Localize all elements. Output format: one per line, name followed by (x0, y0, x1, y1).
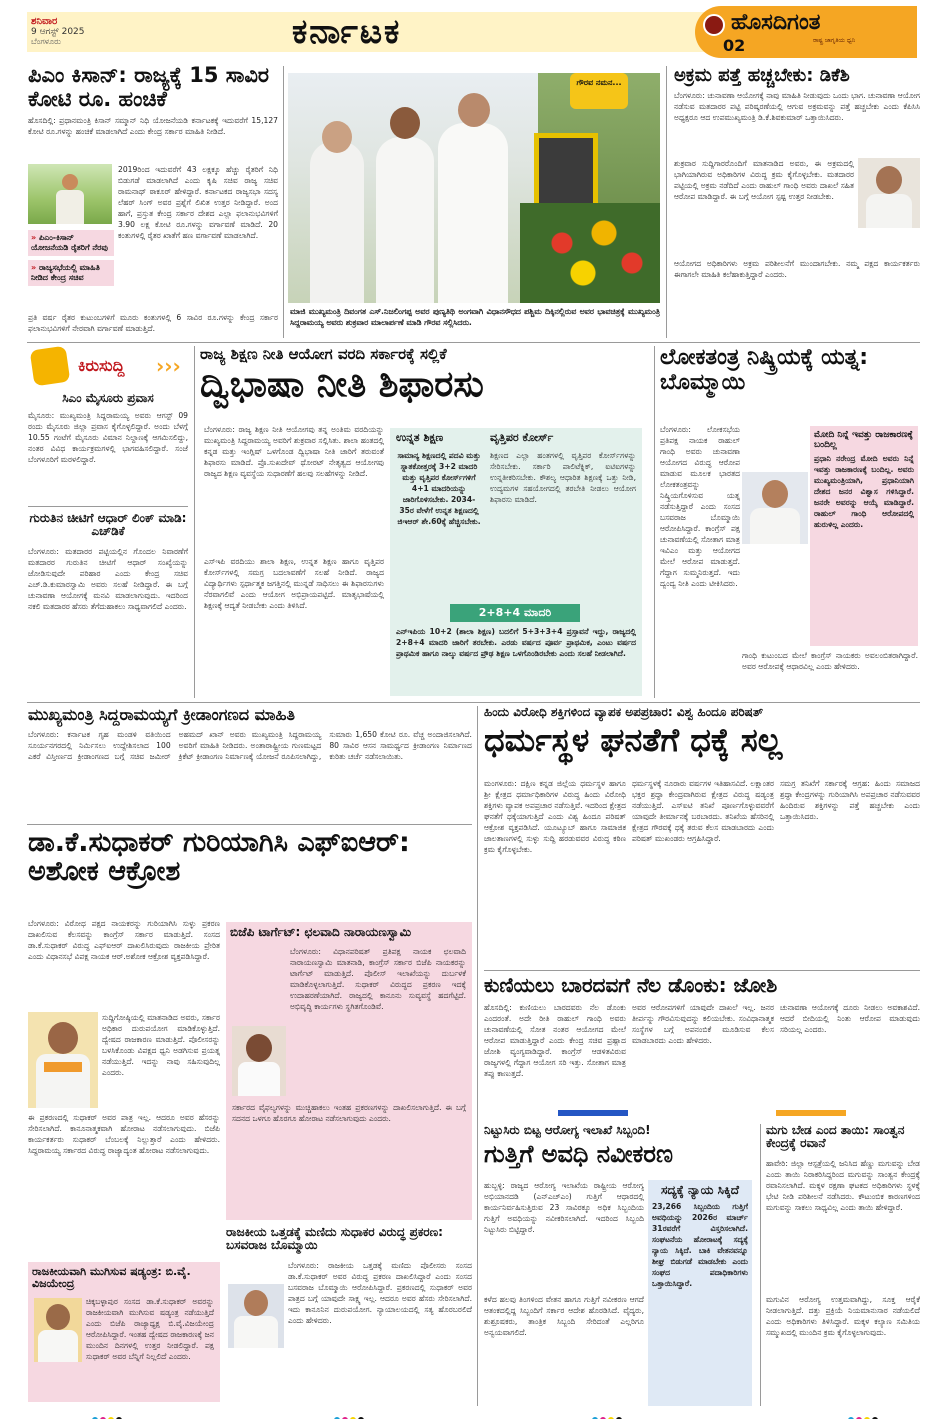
photo-caption: ಮಾಜಿ ಮುಖ್ಯಮಂತ್ರಿ ದಿವಂಗತ ಎಸ್.ನಿಜಲಿಂಗಪ್ಪ ಅವರ ಪುಣ್ಯತಿಥಿ ಅಂಗವಾಗಿ ವಿಧಾನಸೌಧದ ಪಶ್ಚಿಮ ದಿಕ್ಕಿನಲ್ಲಿರುವ ಅವರ ಭಾವಚಿತ್ರಕ್ಕೆ ಮುಖ್ಯಮಂತ್ರಿ ಸಿದ್ದರಾಮಯ್ಯ ಅವರು ಶುಕ್ರವಾರ ಮಾಲಾರ್ಪಣೆ ಮಾಡಿ ಗೌರವ ಸಲ್ಲಿಸಿದರು. (290, 307, 660, 328)
divider-orange (776, 1110, 846, 1116)
logo-text: ಕಿರುಸುದ್ದಿ (78, 356, 125, 375)
body-main: ಹಾವೇರಿ: ಜಿಲ್ಲಾ ಆಸ್ಪತ್ರೆಯಲ್ಲಿ ಜನಿಸಿದ ಹೆಣ್ಣು ಮಗುವನ್ನು ಬೇಡ ಎಂದು ತಾಯಿ ನಿರಾಕರಿಸಿದ್ದರಿಂದ ಮಗುವನ್ನು ಸಾಂತ್ವನ ಕೇಂದ್ರಕ್ಕೆ ರವಾನಿಸಲಾಗಿದೆ. ಮಕ್ಕಳ ರಕ್ಷಣಾ ಘಟಕದ ಅಧಿಕಾರಿಗಳು ಸ್ಥಳಕ್ಕೆ ಭೇಟಿ ನೀಡಿ ಪರಿಶೀಲನೆ ನಡೆಸಿದರು. ಕೌಟುಂಬಿಕ ಕಾರಣಗಳಿಂದ ಮಗುವನ್ನು ಸಾಕಲು ಸಾಧ್ಯವಿಲ್ಲ ಎಂದು ತಾಯಿ ಹೇಳಿದ್ದಾರೆ. (766, 1159, 920, 1212)
box-body: ಬೆಂಗಳೂರು: ವಿಧಾನಪರಿಷತ್ ಪ್ರತಿಪಕ್ಷ ನಾಯಕ ಛಲವಾದಿ ನಾರಾಯಣಸ್ವಾಮಿ ಮಾತನಾಡಿ, ಕಾಂಗ್ರೆಸ್ ಸರ್ಕಾರ ಬಿಜೆಪಿ ನಾಯಕರನ್ನು ಟಾರ್ಗೆಟ್ ಮಾಡುತ್ತಿದೆ. ಪೊಲೀಸ್ ಇಲಾಖೆಯನ್ನು ದುರ್ಬಳಕೆ ಮಾಡಿಕೊಳ್ಳಲಾಗುತ್ತಿದೆ. ಸುಧಾಕರ್ ವಿರುದ್ಧದ ಪ್ರಕರಣ ಇದಕ್ಕೆ ಉದಾಹರಣೆಯಾಗಿದೆ. ರಾಜ್ಯದಲ್ಲಿ ಕಾನೂನು ಸುವ್ಯವಸ್ಥೆ ಹದಗೆಟ್ಟಿದೆ. ಅಭಿವೃದ್ಧಿ ಕಾರ್ಯಗಳು ಸ್ಥಗಿತಗೊಂಡಿವೆ. (290, 947, 466, 1011)
person-3 (438, 123, 508, 303)
ribbon-text: ಎನ್‌ಇಪಿಯ 10+2 (ಶಾಲಾ ಶಿಕ್ಷಣ) ಬದಲಿಗೆ 5+3+3+4 ಪ್ರಸ್ತಾವನೆ ಇದ್ದು, ರಾಜ್ಯದಲ್ಲಿ 2+8+4 ಮಾದರಿ ಜಾರಿಗೆ ತರಬೇಕು. ಎರಡು ವರ್ಷದ ಪೂರ್ವ ಪ್ರಾಥಮಿಕ, ಎಂಟು ವರ್ಷದ ಪ್ರಾಥಮಿಕ ಹಾಗೂ ನಾಲ್ಕು ವರ್ಷದ ಪ್ರೌಢ ಶಿಕ್ಷಣ ಒಳಗೊಂಡಿರಬೇಕು ಎಂದು ಸಲಹೆ ನೀಡಲಾಗಿದೆ. (396, 627, 636, 658)
registration-dots (848, 1408, 908, 1419)
article-dharmasthala (484, 706, 920, 968)
body-col-1: ಹೊಸದಿಲ್ಲಿ: ಕುಣಿಯಲು ಬಾರದವರು ನೆಲ ಡೊಂಕು ಎಂದರಂತೆ. ಅದೇ ರೀತಿ ರಾಹುಲ್ ಗಾಂಧಿ ಅವರು ಚುನಾವಣೆಯಲ್ಲಿ ಸೋತ ನಂತರ ಆಯೋಗದ ಮೇಲೆ ಆರೋಪ ಮಾಡುತ್ತಿದ್ದಾರೆ ಎಂದು ಕೇಂದ್ರ ಸಚಿವ ಪ್ರಹ್ಲಾದ ಜೋಶಿ ವ್ಯಂಗ್ಯವಾಡಿದ್ದಾರೆ. ಕಾಂಗ್ರೆಸ್ ಆಡಳಿತವಿರುವ ರಾಜ್ಯಗಳಲ್ಲಿ ಗೆದ್ದಾಗ ಆಯೋಗ ಸರಿ ಇತ್ತು. ಸೋತಾಗ ಮಾತ್ರ ತಪ್ಪು ಕಾಣುತ್ತದೆ. (484, 1003, 626, 1078)
article-ashoka-fir (28, 828, 472, 890)
brief-title: ಗುರುತಿನ ಚೀಟಿಗೆ ಆಧಾರ್ ಲಿಂಕ್ ಮಾಡಿ: ಎಚ್‌ಡಿಕೆ (29, 511, 187, 539)
body-col-2: ಧರ್ಮಸ್ಥಳಕ್ಕೆ ನೂರಾರು ವರ್ಷಗಳ ಇತಿಹಾಸವಿದೆ. ಲಕ್ಷಾಂತರ ಭಕ್ತರ ಶ್ರದ್ಧಾ ಕೇಂದ್ರವಾಗಿರುವ ಕ್ಷೇತ್ರದ ವಿರುದ್ಧ ಷಡ್ಯಂತ್ರ ನಡೆಯುತ್ತಿದೆ. ಎಸ್‌ಐಟಿ ತನಿಖೆ ಪೂರ್ಣಗೊಳ್ಳುವವರೆಗೆ ಯಾವುದೇ ತೀರ್ಮಾನಕ್ಕೆ ಬರಬಾರದು. ತನಿಖೆಯ ಹೆಸರಿನಲ್ಲಿ ಕ್ಷೇತ್ರದ ಗೌರವಕ್ಕೆ ಧಕ್ಕೆ ತರುವ ಕೆಲಸ ಮಾಡಬಾರದು ಎಂದು ಪರಿಷತ್ ಮುಖಂಡರು ಆಗ್ರಹಿಸಿದ್ದಾರೆ. (632, 779, 774, 843)
headline: ಪಿಎಂ ಕಿಸಾನ್: ರಾಜ್ಯಕ್ಕೆ 15 ಸಾವಿರ ಕೋಟಿ ರೂ. ಹಂಚಿಕೆ (28, 63, 270, 111)
box-title: ಉನ್ನತ ಶಿಕ್ಷಣ (396, 431, 444, 444)
bommai-photo (742, 472, 808, 544)
headline: ಮಗು ಬೇಡ ಎಂದ ತಾಯಿ: ಸಾಂತ್ವನ ಕೇಂದ್ರಕ್ಕೆ ರವಾನೆ (766, 1123, 905, 1151)
body-main: 2019ರಿಂದ ಇದುವರೆಗೆ 43 ಲಕ್ಷಕ್ಕೂ ಹೆಚ್ಚು ರೈತರಿಗೆ ನಿಧಿ ಬಿಡುಗಡೆ ಮಾಡಲಾಗಿದೆ ಎಂದು ಕೃಷಿ ಸಚಿವ ರಾಜ್ಯ ಸಚಿವ ರಾಮನಾಥ್ ಠಾಕೂರ್ ಹೇಳಿದ್ದಾರೆ. ಕರ್ನಾಟಕದ ರಾಜ್ಯಸಭಾ ಸದಸ್ಯ ಲೆಹರ್ ಸಿಂಗ್ ಅವರ ಪ್ರಶ್ನೆಗೆ ಲಿಖಿತ ಉತ್ತರ ನೀಡಿದ್ದಾರೆ. ಅಂದ ಹಾಗೆ, ಪ್ರಸ್ತುತ ಕೇಂದ್ರ ಸರ್ಕಾರ ದೇಶದ ಎಲ್ಲಾ ಫಲಾನುಭವಿಗಳಿಗೆ 3.90 ಲಕ್ಷ ಕೋಟಿ ರೂ.ಗಳನ್ನು ವರ್ಗಾವಣೆ ಮಾಡಿದೆ. 20 ಕಂತುಗಳಲ್ಲಿ ರೈತರ ಖಾತೆಗೆ ಹಣ ವರ್ಗಾವಣೆ ಮಾಡಲಾಗಿದೆ. (118, 165, 278, 240)
farmer-photo (28, 164, 112, 224)
box-body: 23,266 ಸಿಬ್ಬಂದಿಯ ಗುತ್ತಿಗೆ ಅವಧಿಯನ್ನು 2026ರ ಮಾರ್ಚ್ 31ರವರೆಗೆ ವಿಸ್ತರಿಸಲಾಗಿದೆ. ಸಂಘಟನೆಯ ಹೋರಾಟಕ್ಕೆ ಸದ್ಯಕ್ಕೆ ನ್ಯಾಯ ಸಿಕ್ಕಿದೆ. ಬಾಕಿ ವೇತನವನ್ನೂ ಶೀಘ್ರ ಬಿಡುಗಡೆ ಮಾಡಬೇಕು ಎಂದು ಸಂಘದ ಪದಾಧಿಕಾರಿಗಳು ಒತ್ತಾಯಿಸಿದ್ದಾರೆ. (652, 1202, 748, 1289)
box-title: ಮೋದಿ ನಿನ್ನೆ ಇವತ್ತು ರಾಜಕಾರಣಕ್ಕೆ ಬಂದಿಲ್ಲ (814, 430, 913, 451)
headline: ಗುತ್ತಿಗೆ ಅವಧಿ ನವೀಕರಣ (484, 1140, 674, 1169)
side-point: » ರಾಜ್ಯಸಭೆಯಲ್ಲಿ ಮಾಹಿತಿ ನೀಡಿದ ಕೇಂದ್ರ ಸಚಿವ (28, 260, 114, 286)
person-2 (376, 137, 434, 303)
article-education-policy (200, 346, 648, 698)
headline: ಧರ್ಮಸ್ಥಳ ಘನತೆಗೆ ಧಕ್ಕೆ ಸಲ್ಲ (484, 721, 783, 760)
article-joshi (484, 974, 920, 1104)
brand-logo (695, 6, 917, 58)
body-col-2: ಅವರ ಆರೋಪಗಳಿಗೆ ಯಾವುದೇ ದಾಖಲೆ ಇಲ್ಲ. ಜನರ ತೀರ್ಪನ್ನು ಗೌರವಿಸುವುದನ್ನು ಕಲಿಯಬೇಕು. ಸಂವಿಧಾನಾತ್ಮಕ ಸಂಸ್ಥೆಗಳ ಬಗ್ಗೆ ಅಪನಂಬಿಕೆ ಮೂಡಿಸುವ ಕೆಲಸ ಮಾಡಬಾರದು ಎಂದು ಹೇಳಿದರು. (632, 1003, 774, 1045)
divider-blue (558, 1110, 628, 1116)
ashoka-body-main: ಸುದ್ದಿಗೋಷ್ಠಿಯಲ್ಲಿ ಮಾತನಾಡಿದ ಅವರು, ಸರ್ಕಾರ ಅಧಿಕಾರ ದುರುಪಯೋಗ ಮಾಡಿಕೊಳ್ಳುತ್ತಿದೆ. ದ್ವೇಷದ ರಾಜಕಾರಣ ಮಾಡುತ್ತಿದೆ. ಪೊಲೀಸರನ್ನು ಬಳಸಿಕೊಂಡು ವಿಪಕ್ಷದ ಧ್ವನಿ ಅಡಗಿಸುವ ಪ್ರಯತ್ನ ನಡೆಯುತ್ತಿದೆ. ಇದನ್ನು ನಾವು ಸಹಿಸುವುದಿಲ್ಲ ಎಂದರು. (102, 1013, 220, 1077)
body-col-1: ಮಂಗಳೂರು: ದಕ್ಷಿಣ ಕನ್ನಡ ಜಿಲ್ಲೆಯ ಧರ್ಮಸ್ಥಳ ಹಾಗೂ ಶ್ರೀ ಕ್ಷೇತ್ರದ ಧರ್ಮಾಧಿಕಾರಿಗಳ ವಿರುದ್ಧ ಹಿಂದು ವಿರೋಧಿ ಶಕ್ತಿಗಳು ವ್ಯಾಪಕ ಅಪಪ್ರಚಾರ ನಡೆಸುತ್ತಿವೆ. ಇದರಿಂದ ಕ್ಷೇತ್ರದ ಘನತೆಗೆ ಧಕ್ಕೆಯಾಗುತ್ತಿದೆ ಎಂದು ವಿಶ್ವ ಹಿಂದೂ ಪರಿಷತ್ ಆಕ್ರೋಶ ವ್ಯಕ್ತಪಡಿಸಿದೆ. ಯೂಟ್ಯೂಬ್ ಹಾಗೂ ಸಾಮಾಜಿಕ ಜಾಲತಾಣಗಳಲ್ಲಿ ಸುಳ್ಳು ಸುದ್ದಿ ಹರಡುವವರ ವಿರುದ್ಧ ಕಠಿಣ ಕ್ರಮ ಕೈಗೊಳ್ಳಬೇಕು. (484, 779, 626, 854)
body-end: ಆಯೋಗದ ಅಧಿಕಾರಿಗಳು ಅಕ್ರಮ ಪರಿಶೀಲನೆಗೆ ಮುಂದಾಗಬೇಕು. ನಮ್ಮ ಪಕ್ಷದ ಕಾರ್ಯಕರ್ತರು ಈಗಾಗಲೇ ಮಾಹಿತಿ ಕಲೆಹಾಕುತ್ತಿದ್ದಾರೆ ಎಂದರು. (674, 259, 920, 279)
body-end: ಪ್ರತಿ ವರ್ಷ ರೈತರ ಕುಟುಂಬಗಳಿಗೆ ಮೂರು ಕಂತುಗಳಲ್ಲಿ 6 ಸಾವಿರ ರೂ.ಗಳನ್ನು ಕೇಂದ್ರ ಸರ್ಕಾರ ಫಲಾನುಭವಿಗಳಿಗೆ ನೇರವಾಗಿ ವರ್ಗಾವಣೆ ಮಾಡುತ್ತಿದೆ. (28, 313, 278, 333)
box-body: ಸಾಮಾನ್ಯ ಶಿಕ್ಷಣದಲ್ಲಿ ಪದವಿ ಮತ್ತು ಸ್ನಾತಕೋತ್ತರಕ್ಕೆ 3+2 ಮಾದರಿ ಮತ್ತು ವೃತ್ತಿಪರ ಕೋರ್ಸ್‌ಗಳಿಗೆ 4+1 ಮಾದರಿಯನ್ನು ಜಾರಿಗೊಳಿಸಬೇಕು. 2034-35ರ ವೇಳೆಗೆ ಉನ್ನತ ಶಿಕ್ಷಣದಲ್ಲಿ ಜಿಇಆರ್ ಶೇ.60ಕ್ಕೆ ಹೆಚ್ಚಿಸಬೇಕು. (397, 451, 481, 526)
kicker: ಹಿಂದು ವಿರೋಧಿ ಶಕ್ತಿಗಳಿಂದ ವ್ಯಾಪಕ ಅಪಪ್ರಚಾರ: ವಿಶ್ವ ಹಿಂದೂ ಪರಿಷತ್ (484, 705, 764, 719)
quote-box (810, 426, 918, 646)
body-main: ಬೆಂಗಳೂರು: ಲೋಕಸಭೆಯ ಪ್ರತಿಪಕ್ಷ ನಾಯಕ ರಾಹುಲ್ ಗಾಂಧಿ ಅವರು ಚುನಾವಣಾ ಆಯೋಗದ ವಿರುದ್ಧ ಆರೋಪ ಮಾಡುವ ಮೂಲಕ ಭಾರತದ ಲೋಕತಂತ್ರವನ್ನು ನಿಷ್ಕ್ರಿಯಗೊಳಿಸುವ ಯತ್ನ ನಡೆಸುತ್ತಿದ್ದಾರೆ ಎಂದು ಸಂಸದ ಬಸವರಾಜ ಬೊಮ್ಮಾಯಿ ಆರೋಪಿಸಿದ್ದಾರೆ. ಕಾಂಗ್ರೆಸ್ ಪಕ್ಷ ಚುನಾವಣೆಯಲ್ಲಿ ಸೋತಾಗ ಮಾತ್ರ ಇವಿಎಂ ಮತ್ತು ಆಯೋಗದ ಮೇಲೆ ಆರೋಪ ಮಾಡುತ್ತದೆ. ಗೆದ್ದಾಗ ಸುಮ್ಮನಿರುತ್ತದೆ. ಇದು ದ್ವಂದ್ವ ನೀತಿ ಎಂದು ಟೀಕಿಸಿದರು. (660, 425, 740, 588)
bommai-small-photo (228, 1284, 284, 1348)
body-col-3: ಚುನಾವಣಾ ಆಯೋಗಕ್ಕೆ ದೂರು ನೀಡಲು ಅವಕಾಶವಿದೆ. ಆದರೆ ಬೀದಿಯಲ್ಲಿ ನಿಂತು ಆರೋಪ ಮಾಡುವುದು ಸರಿಯಲ್ಲ ಎಂದರು. (780, 1003, 920, 1034)
brief-body: ಮೈಸೂರು: ಮುಖ್ಯಮಂತ್ರಿ ಸಿದ್ದರಾಮಯ್ಯ ಅವರು ಆಗಸ್ಟ್ 09 ರಂದು ಮೈಸೂರು ಜಿಲ್ಲಾ ಪ್ರವಾಸ ಕೈಗೊಳ್ಳಲಿದ್ದಾರೆ. ಅಂದು ಬೆಳಗ್ಗೆ 10.55 ಗಂಟೆಗೆ ಮೈಸೂರು ವಿಮಾನ ನಿಲ್ದಾಣಕ್ಕೆ ಆಗಮಿಸಲಿದ್ದು, ನಂತರ ವಿವಿಧ ಕಾರ್ಯಕ್ರಮಗಳಲ್ಲಿ ಭಾಗವಹಿಸಲಿದ್ದಾರೆ. ಸಂಜೆ ಬೆಂಗಳೂರಿಗೆ ಮರಳಲಿದ್ದಾರೆ. (28, 411, 188, 464)
megaphone-icon (30, 346, 71, 387)
chalavadi-photo (232, 1026, 286, 1096)
box-body: ಶಿಕ್ಷಣದ ಎಲ್ಲಾ ಹಂತಗಳಲ್ಲಿ ವೃತ್ತಿಪರ ಕೋರ್ಸ್‌ಗಳನ್ನು ಸೇರಿಸಬೇಕು. ಸರ್ಕಾರಿ ಪಾಲಿಟೆಕ್ನಿಕ್, ಐಟಿಐಗಳನ್ನು ಉನ್ನತೀಕರಿಸಬೇಕು. ಕೌಶಲ್ಯ ಆಧಾರಿತ ಶಿಕ್ಷಣಕ್ಕೆ ಒತ್ತು ನೀಡಿ, ಉದ್ಯಮಗಳ ಸಹಯೋಗದಲ್ಲಿ ತರಬೇತಿ ನೀಡಲು ಆಯೋಗ ಶಿಫಾರಸು ಮಾಡಿದೆ. (490, 451, 636, 504)
kirusuddi-column (28, 346, 188, 698)
person-1 (310, 141, 364, 303)
brief-body: ಬೆಂಗಳೂರು: ಮತದಾರರ ಪಟ್ಟಿಯಲ್ಲಿನ ಗೊಂದಲ ನಿವಾರಣೆಗೆ ಮತದಾರರ ಗುರುತಿನ ಚೀಟಿಗೆ ಆಧಾರ್ ಸಂಖ್ಯೆಯನ್ನು ಜೋಡಿಸುವುದೇ ಪರಿಹಾರ ಎಂದು ಕೇಂದ್ರ ಸಚಿವ ಎಚ್.ಡಿ.ಕುಮಾರಸ್ವಾಮಿ ಅವರು ಸಲಹೆ ನೀಡಿದ್ದಾರೆ. ಈ ಬಗ್ಗೆ ಚುನಾವಣಾ ಆಯೋಗಕ್ಕೆ ಮನವಿ ಮಾಡಲಾಗುವುದು. ಇದರಿಂದ ನಕಲಿ ಮತದಾರರ ಹೆಸರು ತೆಗೆದುಹಾಕಲು ಸಾಧ್ಯವಾಗಲಿದೆ ಎಂದರು. (28, 547, 188, 611)
section-title: ಕರ್ನಾಟಕ (292, 12, 402, 52)
brief-title: ಸಿಎಂ ಮೈಸೂರು ಪ್ರವಾಸ (62, 391, 154, 405)
box-title: ಬಿಜೆಪಿ ಟಾರ್ಗೆಟ್: ಛಲವಾದಿ ನಾರಾಯಣಸ್ವಾಮಿ (230, 925, 412, 939)
brand-name: ಹೊಸದಿಗಂತ (731, 10, 821, 35)
body-end: ಮಗುವಿನ ಆರೋಗ್ಯ ಉತ್ತಮವಾಗಿದ್ದು, ಸೂಕ್ತ ಆರೈಕೆ ನೀಡಲಾಗುತ್ತಿದೆ. ದತ್ತು ಪ್ರಕ್ರಿಯೆ ನಿಯಮಾನುಸಾರ ನಡೆಯಲಿದೆ ಎಂದು ಅಧಿಕಾರಿಗಳು ತಿಳಿಸಿದ್ದಾರೆ. ಮಕ್ಕಳ ಕಲ್ಯಾಣ ಸಮಿತಿಯ ಸಮ್ಮುಖದಲ್ಲಿ ಮುಂದಿನ ಕ್ರಮ ಕೈಗೊಳ್ಳಲಾಗುವುದು. (766, 1295, 920, 1337)
article-health-contract (484, 1124, 754, 1406)
headline: ಡಾ.ಕೆ.ಸುಧಾಕರ್ ಗುರಿಯಾಗಿಸಿ ಎಫ್‌ಐಆರ್: ಅಶೋಕ ಆಕ್ರೋಶ (28, 827, 410, 888)
body-end: ಕಳೆದ ಹಲವು ತಿಂಗಳಿಂದ ವೇತನ ಹಾಗೂ ಗುತ್ತಿಗೆ ನವೀಕರಣ ಆಗದೆ ಆತಂಕದಲ್ಲಿದ್ದ ಸಿಬ್ಬಂದಿಗೆ ಸರ್ಕಾರ ಆದೇಶ ಹೊರಡಿಸಿದೆ. ವೈದ್ಯರು, ಶುಶ್ರೂಷಕರು, ತಾಂತ್ರಿಕ ಸಿಬ್ಬಂದಿ ಸೇರಿದಂತೆ ಎಲ್ಲರಿಗೂ ಅನ್ವಯವಾಗಲಿದೆ. (484, 1295, 644, 1337)
registration-dots (334, 1408, 394, 1419)
headline: ದ್ವಿಭಾಷಾ ನೀತಿ ಶಿಫಾರಸು (200, 363, 484, 405)
box-body: ಪ್ರಧಾನಿ ನರೇಂದ್ರ ಮೋದಿ ಅವರು ನಿನ್ನೆ ಇವತ್ತು ರಾಜಕಾರಣಕ್ಕೆ ಬಂದಿಲ್ಲ. ಅವರು ಮುಖ್ಯಮಂತ್ರಿಯಾಗಿ, ಪ್ರಧಾನಿಯಾಗಿ ದೇಶದ ಜನರ ವಿಶ್ವಾಸ ಗಳಿಸಿದ್ದಾರೆ. ಜನರೇ ಅವರನ್ನು ಆಯ್ಕೆ ಮಾಡಿದ್ದಾರೆ. ರಾಹುಲ್ ಗಾಂಧಿ ಆರೋಪದಲ್ಲಿ ಹುರುಳಿಲ್ಲ ಎಂದರು. (814, 454, 914, 530)
body-col-3: ಸಮಗ್ರ ತನಿಖೆಗೆ ಸರ್ಕಾರಕ್ಕೆ ಆಗ್ರಹ: ಹಿಂದು ಸಮಾಜದ ಶ್ರದ್ಧಾ ಕೇಂದ್ರಗಳನ್ನು ಗುರಿಯಾಗಿಸಿ ಅಪಪ್ರಚಾರ ನಡೆಸುವವರ ಹಿಂದಿರುವ ಶಕ್ತಿಗಳನ್ನು ಪತ್ತೆ ಹಚ್ಚಬೇಕು ಎಂದು ಒತ್ತಾಯಿಸಿದರು. (780, 779, 920, 821)
body-col-1b: ಎಸ್‌ಇಪಿ ವರದಿಯು ಶಾಲಾ ಶಿಕ್ಷಣ, ಉನ್ನತ ಶಿಕ್ಷಣ ಹಾಗೂ ವೃತ್ತಿಪರ ಕೋರ್ಸ್‌ಗಳಲ್ಲಿ ಸಮಗ್ರ ಬದಲಾವಣೆಗೆ ಸಲಹೆ ನೀಡಿದೆ. ರಾಜ್ಯದ ವಿದ್ಯಾರ್ಥಿಗಳು ಸ್ಪರ್ಧಾತ್ಮಕ ಜಗತ್ತಿನಲ್ಲಿ ಮುನ್ನಡೆ ಸಾಧಿಸಲು ಈ ಶಿಫಾರಸುಗಳು ನೆರವಾಗಲಿವೆ ಎಂದು ಆಯೋಗ ಅಭಿಪ್ರಾಯಪಟ್ಟಿದೆ. ಮಾತೃಭಾಷೆಯಲ್ಲಿ ಶಿಕ್ಷಣಕ್ಕೆ ಆದ್ಯತೆ ನೀಡಬೇಕು ಎಂದು ತಿಳಿಸಿದೆ. (204, 557, 384, 610)
headline: ಕುಣಿಯಲು ಬಾರದವಗೆ ನೆಲ ಡೊಂಕು: ಜೋಶಿ (484, 973, 778, 997)
article-bommai-democracy (660, 346, 920, 698)
ashoka-body-lead: ಬೆಂಗಳೂರು: ವಿರೋಧ ಪಕ್ಷದ ನಾಯಕರನ್ನು ಗುರಿಯಾಗಿಸಿ ಸುಳ್ಳು ಪ್ರಕರಣ ದಾಖಲಿಸುವ ಕೆಲಸವನ್ನು ಕಾಂಗ್ರೆಸ್ ಸರ್ಕಾರ ಮಾಡುತ್ತಿದೆ. ಸಂಸದ ಡಾ.ಕೆ.ಸುಧಾಕರ್ ವಿರುದ್ಧ ಎಫ್‌ಐಆರ್ ದಾಖಲಿಸಿರುವುದು ರಾಜಕೀಯ ಪ್ರೇರಿತ ಎಂದು ವಿಧಾನಸಭೆ ವಿಪಕ್ಷ ನಾಯಕ ಆರ್.ಅಶೋಕ ಆಕ್ರೋಶ ವ್ಯಕ್ತಪಡಿಸಿದ್ದಾರೆ. (28, 919, 220, 961)
brand-tagline: ರಾಷ್ಟ್ರ ಜಾಗೃತಿಯ ಧ್ವನಿ (813, 37, 856, 44)
body-main: ಬೆಂಗಳೂರು: ಕರ್ನಾಟಕ ಗೃಹ ಮಂಡಳಿ ವತಿಯಿಂದ ಸೂರ್ಯನಗರದಲ್ಲಿ ನಿರ್ಮಿಸಲು ಉದ್ದೇಶಿಸಲಾದ 100 ಎಕರೆ ವಿಸ್ತೀರ್ಣದ ಕ್ರೀಡಾಂಗಣದ ಬಗ್ಗೆ ಸಚಿವ ಜಮೀರ್ ಅಹಮದ್ ಖಾನ್ ಅವರು ಮುಖ್ಯಮಂತ್ರಿ ಸಿದ್ದರಾಮಯ್ಯ ಅವರಿಗೆ ಮಾಹಿತಿ ನೀಡಿದರು. ಅಂತಾರಾಷ್ಟ್ರೀಯ ಗುಣಮಟ್ಟದ ಕ್ರಿಕೆಟ್ ಕ್ರೀಡಾಂಗಣ ನಿರ್ಮಾಣಕ್ಕೆ ಯೋಜನೆ ರೂಪಿಸಲಾಗಿದ್ದು, ಸುಮಾರು 1,650 ಕೋಟಿ ರೂ. ವೆಚ್ಚ ಅಂದಾಜಿಸಲಾಗಿದೆ. 80 ಸಾವಿರ ಆಸನ ಸಾಮರ್ಥ್ಯದ ಕ್ರೀಡಾಂಗಣ ನಿರ್ಮಾಣದ ಕುರಿತು ಚರ್ಚೆ ನಡೆಸಲಾಯಿತು. (28, 729, 472, 761)
flame-icon (703, 14, 725, 36)
headline: ರಾಜಕೀಯ ಒತ್ತಡಕ್ಕೆ ಮಣಿದು ಸುಧಾಕರ ವಿರುದ್ಧ ಪ್ರಕರಣ: ಬಸವರಾಜ ಬೊಮ್ಮಾಯಿ (226, 1225, 443, 1253)
box-body-end: ಸರ್ಕಾರದ ವೈಫಲ್ಯಗಳನ್ನು ಮುಚ್ಚಿಹಾಕಲು ಇಂತಹ ಪ್ರಕರಣಗಳನ್ನು ದಾಖಲಿಸಲಾಗುತ್ತಿದೆ. ಈ ಬಗ್ಗೆ ಸದನದ ಒಳಗೂ ಹೊರಗೂ ಹೋರಾಟ ನಡೆಸಲಾಗುವುದು ಎಂದರು. (232, 1103, 466, 1123)
info-box (390, 428, 642, 696)
city-label: ಬೆಂಗಳೂರು (31, 37, 61, 46)
body-main: ಹುಬ್ಬಳ್ಳಿ: ರಾಜ್ಯದ ಆರೋಗ್ಯ ಇಲಾಖೆಯ ರಾಷ್ಟ್ರೀಯ ಆರೋಗ್ಯ ಅಭಿಯಾನದಡಿ (ಎನ್‌ಎಚ್‌ಎಂ) ಗುತ್ತಿಗೆ ಆಧಾರದಲ್ಲಿ ಕಾರ್ಯನಿರ್ವಹಿಸುತ್ತಿರುವ 23 ಸಾವಿರಕ್ಕೂ ಅಧಿಕ ಸಿಬ್ಬಂದಿಯ ಗುತ್ತಿಗೆ ಅವಧಿಯನ್ನು ನವೀಕರಿಸಲಾಗಿದೆ. ಇದರಿಂದ ಸಿಬ್ಬಂದಿ ನಿಟ್ಟುಸಿರು ಬಿಟ್ಟಿದ್ದಾರೆ. (484, 1181, 644, 1234)
kirusuddi-logo: ಕಿರುಸುದ್ದಿ ››› (28, 346, 188, 388)
body-lead: ಹೊಸದಿಲ್ಲಿ: ಪ್ರಧಾನಮಂತ್ರಿ ಕಿಸಾನ್ ಸಮ್ಮಾನ್ ನಿಧಿ ಯೋಜನೆಯಡಿ ಕರ್ನಾಟಕಕ್ಕೆ ಇದುವರೆಗೆ 15,127 ಕೋಟಿ ರೂ.ಗಳನ್ನು ಹಂಚಿಕೆ ಮಾಡಲಾಗಿದೆ ಎಂದು ಕೇಂದ್ರ ಸರ್ಕಾರ ಮಾಹಿತಿ ನೀಡಿದೆ. (28, 116, 278, 137)
body-lead: ಬೆಂಗಳೂರು: ಚುನಾವಣಾ ಆಯೋಗಕ್ಕೆ ನಾವು ಮಾಹಿತಿ ನೀಡುವುದು ಒಂದು ಭಾಗ. ಚುನಾವಣಾ ಆಯೋಗ ನಡೆಸುವ ಮತದಾರರ ಪಟ್ಟಿ ಪರಿಷ್ಕರಣೆಯಲ್ಲಿ ಆಗುವ ಅಕ್ರಮವನ್ನು ಪತ್ತೆ ಹಚ್ಚಬೇಕು ಎಂದು ಕೆಪಿಸಿಸಿ ಅಧ್ಯಕ್ಷರೂ ಆದ ಉಪಮುಖ್ಯಮಂತ್ರಿ ಡಿ.ಕೆ.ಶಿವಕುಮಾರ್ ಒತ್ತಾಯಿಸಿದರು. (674, 91, 920, 123)
body-end: ಗಾಂಧಿ ಕುಟುಂಬದ ಮೇಲೆ ಕಾಂಗ್ರೆಸ್ ನಾಯಕರು ಅವಲಂಬಿತರಾಗಿದ್ದಾರೆ. ಅವರ ಆರೋಪಕ್ಕೆ ಆಧಾರವಿಲ್ಲ ಎಂದು ಹೇಳಿದರು. (742, 651, 918, 671)
dks-photo (858, 158, 920, 228)
registration-dots (92, 1408, 152, 1419)
side-points (28, 230, 114, 286)
box-title: ಸದ್ಯಕ್ಕೆ ನ್ಯಾಯ ಸಿಕ್ಕಿದೆ (661, 1183, 739, 1197)
registration-dots (592, 1408, 652, 1419)
box-body: ಚಿಕ್ಕಬಳ್ಳಾಪುರ ಸಂಸದ ಡಾ.ಕೆ.ಸುಧಾಕರ್ ಅವರನ್ನು ರಾಜಕೀಯವಾಗಿ ಮುಗಿಸುವ ಷಡ್ಯಂತ್ರ ನಡೆಯುತ್ತಿದೆ ಎಂದು ಬಿಜೆಪಿ ರಾಜ್ಯಾಧ್ಯಕ್ಷ ಬಿ.ವೈ.ವಿಜಯೇಂದ್ರ ಆರೋಪಿಸಿದ್ದಾರೆ. ಇಂತಹ ದ್ವೇಷದ ರಾಜಕಾರಣಕ್ಕೆ ಜನ ಮುಂದಿನ ದಿನಗಳಲ್ಲಿ ಉತ್ತರ ನೀಡಲಿದ್ದಾರೆ. ಪಕ್ಷ ಸುಧಾಕರ್ ಅವರ ಬೆನ್ನಿಗೆ ನಿಲ್ಲಲಿದೆ ಎಂದರು. (86, 1297, 214, 1361)
headline: ಲೋಕತಂತ್ರ ನಿಷ್ಕ್ರಿಯಕ್ಕೆ ಯತ್ನ: ಬೊಮ್ಮಾಯಿ (660, 345, 869, 395)
box-title: ವೃತ್ತಿಪರ ಕೋರ್ಸ್ (490, 431, 554, 444)
tribute-badge: ಗೌರವ ನಮನ... (570, 73, 628, 109)
article-stadium (28, 706, 472, 820)
contract-box (648, 1180, 752, 1406)
date-block (31, 16, 141, 47)
day-label: ಶನಿವಾರ (31, 16, 58, 27)
side-point: » ಪಿಎಂ-ಕಿಸಾನ್ ಯೋಜನೆಯಡಿ ರೈತರಿಗೆ ನೆರವು (28, 230, 114, 256)
sudhakar-photo (28, 1012, 98, 1108)
body-main: ಶುಕ್ರವಾರ ಸುದ್ದಿಗಾರರೊಂದಿಗೆ ಮಾತನಾಡಿದ ಅವರು, ಈ ಅಕ್ರಮದಲ್ಲಿ ಭಾಗಿಯಾಗಿರುವ ಅಧಿಕಾರಿಗಳ ವಿರುದ್ಧ ಕ್ರಮ ಕೈಗೊಳ್ಳಬೇಕು. ಮತದಾರರ ಪಟ್ಟಿಯಲ್ಲಿ ಅಕ್ರಮ ನಡೆದಿದೆ ಎಂದು ರಾಹುಲ್ ಗಾಂಧಿ ಅವರು ದಾಖಲೆ ಸಹಿತ ಆರೋಪ ಮಾಡಿದ್ದಾರೆ. ಈ ಬಗ್ಗೆ ಆಯೋಗ ಸ್ಪಷ್ಟ ಉತ್ತರ ನೀಡಬೇಕು. (674, 159, 854, 201)
headline: ಮುಖ್ಯಮಂತ್ರಿ ಸಿದ್ದರಾಮಯ್ಯಗೆ ಕ್ರೀಡಾಂಗಣದ ಮಾಹಿತಿ (28, 705, 295, 724)
body-col-1: ಬೆಂಗಳೂರು: ರಾಜ್ಯ ಶಿಕ್ಷಣ ನೀತಿ ಆಯೋಗವು ತನ್ನ ಅಂತಿಮ ವರದಿಯನ್ನು ಮುಖ್ಯಮಂತ್ರಿ ಸಿದ್ದರಾಮಯ್ಯ ಅವರಿಗೆ ಶುಕ್ರವಾರ ಸಲ್ಲಿಸಿತು. ಶಾಲಾ ಹಂತದಲ್ಲಿ ಕನ್ನಡ ಮತ್ತು ಇಂಗ್ಲಿಷ್ ಒಳಗೊಂಡ ದ್ವಿಭಾಷಾ ನೀತಿ ಜಾರಿಗೆ ತರುವಂತೆ ಶಿಫಾರಸು ಮಾಡಿದೆ. ಪ್ರೊ.ಸುಖದೇವ್ ಥೋರಟ್ ನೇತೃತ್ವದ ಆಯೋಗವು ರಾಜ್ಯದ ಶಿಕ್ಷಣ ವ್ಯವಸ್ಥೆಯ ಸುಧಾರಣೆಗೆ ಹಲವು ಸಲಹೆಗಳನ್ನು ನೀಡಿದೆ. (204, 425, 384, 478)
article-baby (766, 1124, 920, 1406)
kicker: ನಿಟ್ಟುಸಿರು ಬಿಟ್ಟ ಆರೋಗ್ಯ ಇಲಾಖೆ ಸಿಬ್ಬಂದಿ! (484, 1123, 651, 1137)
article-pm-kisan (28, 64, 278, 338)
body-main: ಬೆಂಗಳೂರು: ರಾಜಕೀಯ ಒತ್ತಡಕ್ಕೆ ಮಣಿದು ಪೊಲೀಸರು ಸಂಸದ ಡಾ.ಕೆ.ಸುಧಾಕರ್ ಅವರ ವಿರುದ್ಧ ಪ್ರಕರಣ ದಾಖಲಿಸಿದ್ದಾರೆ ಎಂದು ಸಂಸದ ಬಸವರಾಜ ಬೊಮ್ಮಾಯಿ ಆರೋಪಿಸಿದ್ದಾರೆ. ಪ್ರಕರಣದಲ್ಲಿ ಸುಧಾಕರ್ ಅವರ ಪಾತ್ರದ ಬಗ್ಗೆ ಯಾವುದೇ ಸಾಕ್ಷ್ಯ ಇಲ್ಲ. ಆದರೂ ಅವರ ಹೆಸರು ಸೇರಿಸಲಾಗಿದೆ. ಇದು ಕಾನೂನಿನ ದುರುಪಯೋಗ. ನ್ಯಾಯಾಲಯದಲ್ಲಿ ಸತ್ಯ ಹೊರಬರಲಿದೆ ಎಂದು ಹೇಳಿದರು. (288, 1261, 472, 1325)
kicker: ರಾಜ್ಯ ಶಿಕ್ಷಣ ನೀತಿ ಆಯೋಗ ವರದಿ ಸರ್ಕಾರಕ್ಕೆ ಸಲ್ಲಿಕೆ (200, 345, 447, 363)
masthead (27, 6, 920, 60)
article-chalavadi (226, 922, 472, 1220)
article-vijayendra (28, 1262, 220, 1402)
article-bommai-sudhakar (226, 1226, 472, 1402)
ashoka-body-end: ಈ ಪ್ರಕರಣದಲ್ಲಿ ಸುಧಾಕರ್ ಅವರ ಪಾತ್ರ ಇಲ್ಲ. ಆದರೂ ಅವರ ಹೆಸರನ್ನು ಸೇರಿಸಲಾಗಿದೆ. ಕಾನೂನಾತ್ಮಕವಾಗಿ ಹೋರಾಟ ನಡೆಸಲಾಗುವುದು. ಬಿಜೆಪಿ ಕಾರ್ಯಕರ್ತರು ಸುಧಾಕರ್ ಬೆಂಬಲಕ್ಕೆ ನಿಲ್ಲುತ್ತಾರೆ ಎಂದು ಹೇಳಿದರು. ಸಿದ್ದರಾಮಯ್ಯ ಸರ್ಕಾರದ ವಿರುದ್ಧ ರಾಜ್ಯಾದ್ಯಂತ ಹೋರಾಟ ನಡೆಸಲಾಗುವುದು. (28, 1113, 220, 1155)
headline: ಅಕ್ರಮ ಪತ್ತೆ ಹಚ್ಚಬೇಕು: ಡಿಕೆಶಿ (674, 65, 850, 86)
vijayendra-photo (34, 1298, 82, 1362)
article-dks (674, 66, 920, 338)
page-number: 02 (723, 36, 746, 55)
date-label: 9 ಆಗಸ್ಟ್ 2025 (31, 27, 85, 37)
tribute-photo (288, 73, 660, 303)
box-title: ರಾಜಕೀಯವಾಗಿ ಮುಗಿಸುವ ಷಡ್ಯಂತ್ರ: ಬಿ.ವೈ. ವಿಜಯೇಂದ್ರ (32, 1265, 191, 1291)
model-ribbon: 2+8+4 ಮಾದರಿ (450, 604, 580, 622)
